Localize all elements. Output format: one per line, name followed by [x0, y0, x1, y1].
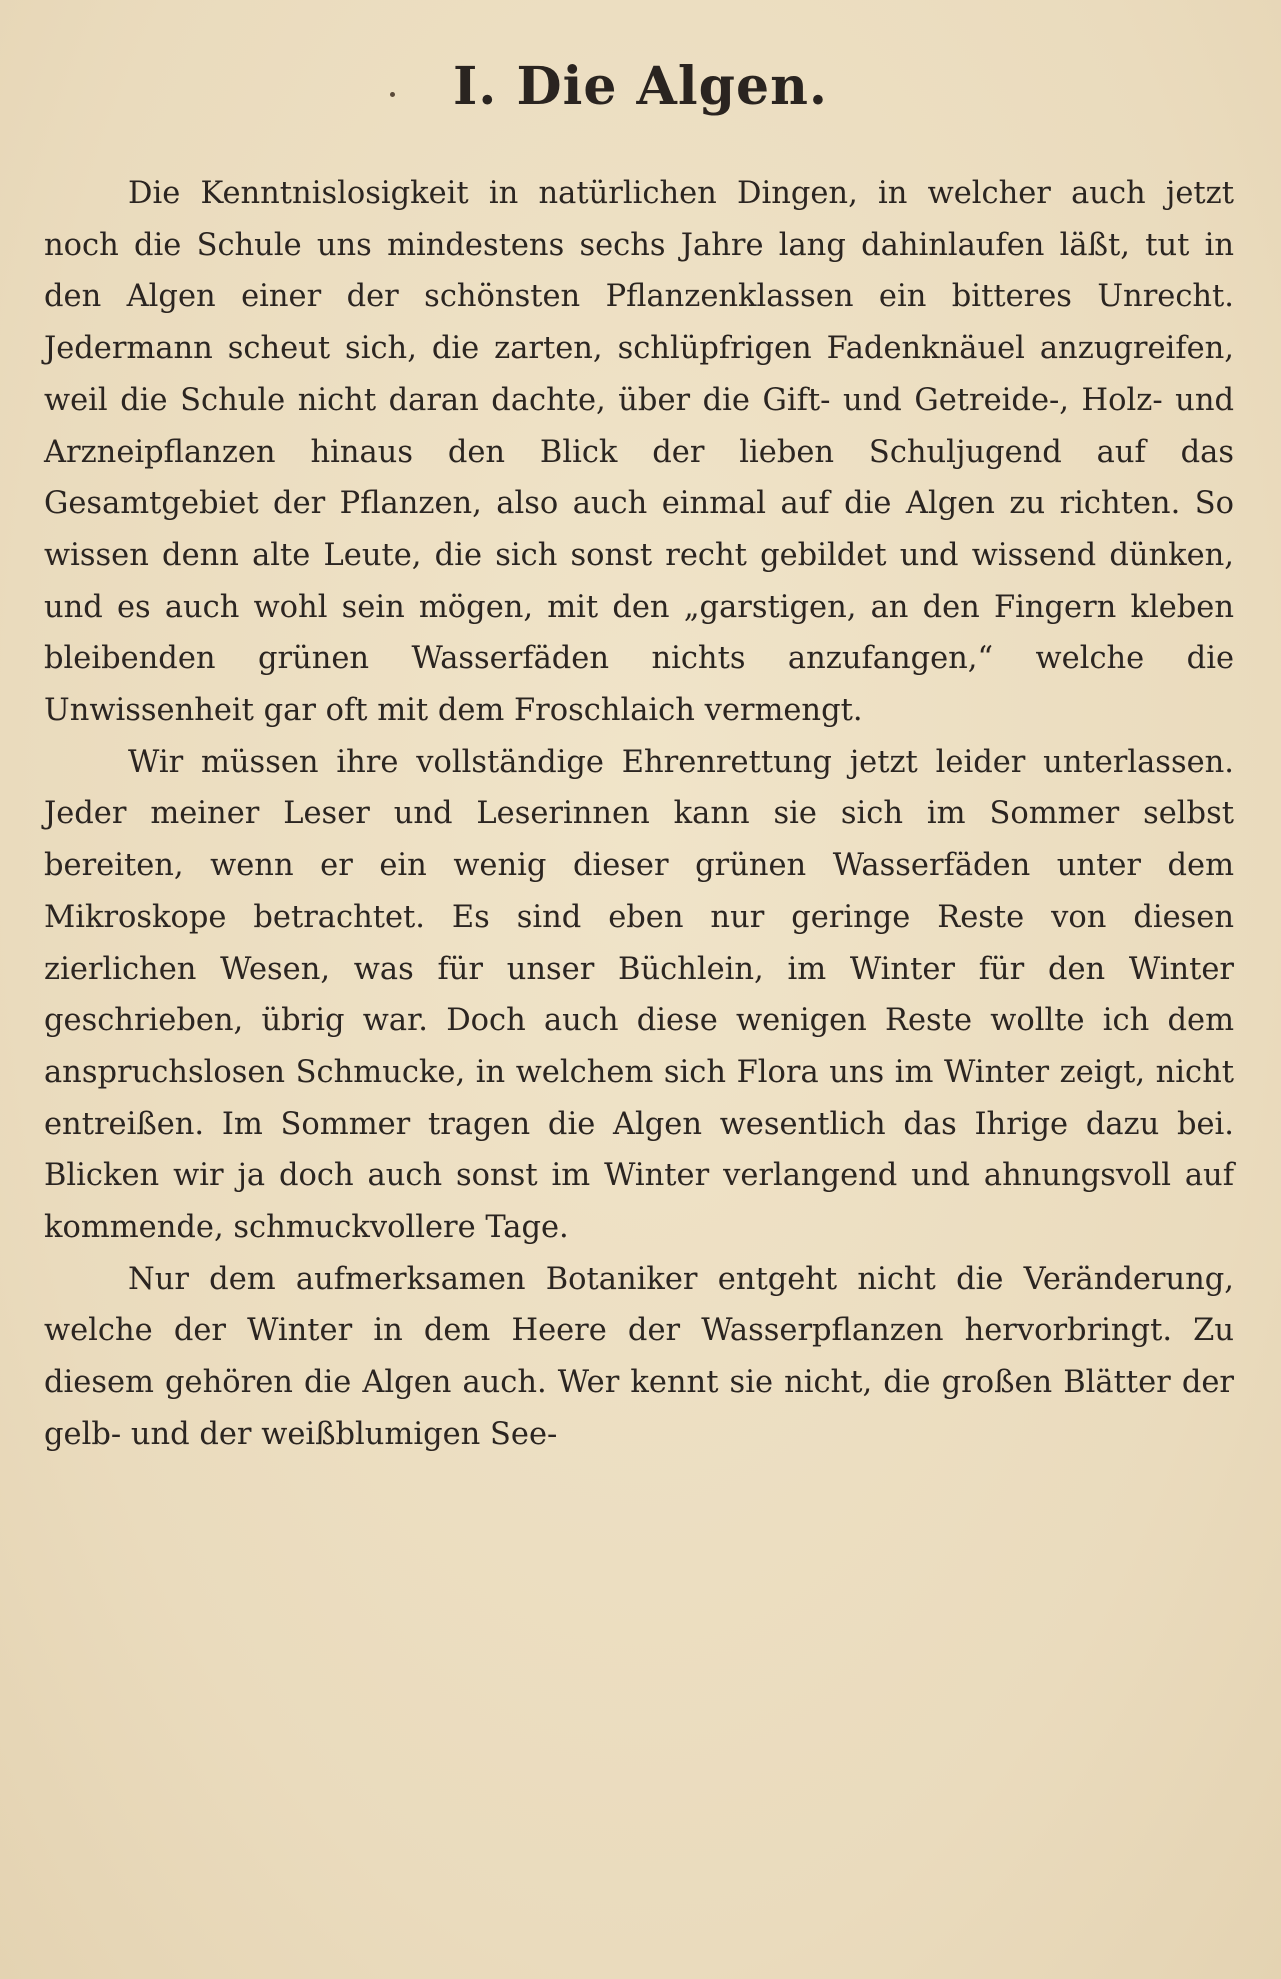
paragraph-3: Nur dem aufmerksamen Botaniker entgeht nicht die Veränderung, welche der Winter in dem Heere der Wasserpflanzen hervorbringt. Zu diesem gehören die Algen auch. Wer kennt sie nicht, die großen Blätter der gelb- und der weißblumigen See- [44, 1261, 1234, 1452]
chapter-body [44, 168, 1234, 1461]
paragraph-2: Wir müssen ihre vollständige Ehrenrettung jetzt leider unterlassen. Jeder meiner Leser und Leserinnen kann sie sich im Sommer selbst bereiten, wenn er ein wenig dieser grünen Wasserfäden unter dem Mikroskope betrachtet. Es sind eben nur geringe Reste von diesen zierlichen Wesen, was für unser Büchlein, im Winter für den Winter geschrieben, übrig war. Doch auch diese wenigen Reste wollte ich dem anspruchslosen Schmucke, in welchem sich Flora uns im Winter zeigt, nicht entreißen. Im Sommer tragen die Algen wesentlich das Ihrige dazu bei. Blicken wir ja doch auch sonst im Winter verlangend und ahnungsvoll auf kommende, schmuckvollere Tage. [44, 744, 1234, 1246]
paragraph-1: Die Kenntnislosigkeit in natürlichen Dingen, in welcher auch jetzt noch die Schule uns mindestens sechs Jahre lang dahinlaufen läßt, tut in den Algen einer der schönsten Pflanzenklassen ein bitteres Unrecht. Jedermann scheut sich, die zarten, schlüpfrigen Fadenknäuel anzugreifen, weil die Schule nicht daran dachte, über die Gift- und Getreide-, Holz- und Arzneipflanzen hinaus den Blick der lieben Schuljugend auf das Gesamtgebiet der Pflanzen, also auch einmal auf die Algen zu richten. So wissen denn alte Leute, die sich sonst recht gebildet und wissend dünken, und es auch wohl sein mögen, mit den „garstigen, an den Fingern kleben bleibenden grünen Wasserfäden nichts anzufangen,“ welche die Unwissenheit gar oft mit dem Froschlaich vermengt. [44, 176, 1234, 729]
chapter-title: I. Die Algen. [452, 56, 829, 117]
